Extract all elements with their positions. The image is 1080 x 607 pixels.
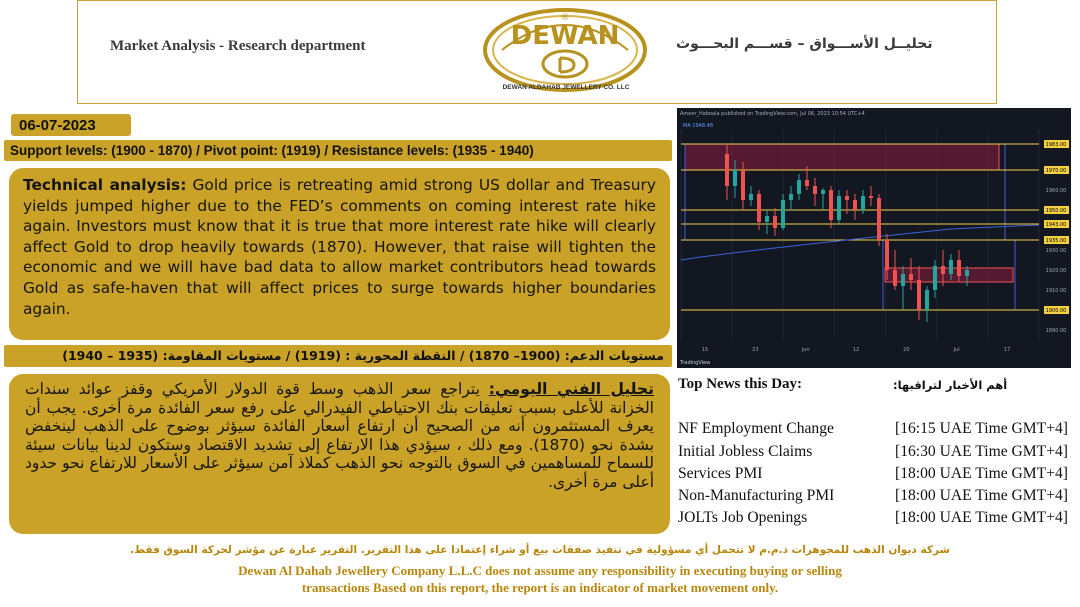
y-tick-label: 1910.00: [1045, 288, 1067, 294]
candle-body: [941, 266, 945, 274]
tradingview-brand: TradingView: [680, 360, 711, 366]
candle-body: [917, 280, 921, 310]
candle-body: [869, 196, 873, 198]
candle-body: [885, 240, 889, 270]
x-tick-label: 20: [903, 347, 910, 353]
candle-body: [909, 274, 913, 280]
news-title: Top News this Day:: [678, 376, 803, 392]
ta-text: Gold price is retreating amid strong US dollar and Treasury yields jumped higher due to the FED’s comments on coming interest rate hike again. Investors must know that it is true that more interest rate hike will clearly affect Gold to drop heavily towards (1870). However, that raise will tighten the economic and we will have bad data to allow market contributors head towards Gold as safe-haven that will affect prices to surge towards higher boundaries again.: [23, 176, 656, 318]
technical-analysis-ar: [9, 374, 670, 534]
news-event: Initial Jobless Claims: [678, 443, 813, 460]
y-tick-label: 1960.00: [1045, 188, 1067, 194]
disclaimer-ar: شركة ديوان الذهب للمجوهرات ذ.م.م لا تتحمل أي مسؤولية في تنفيذ صفقات بيع أو شراء إعتمادا على هذا التقرير. التقرير عبارة عن مؤشر لحركة السوق فقط.: [130, 544, 950, 556]
y-tick-label: 1935.00: [1045, 238, 1067, 244]
technical-analysis-en: [9, 168, 670, 340]
dewan-logo: [480, 6, 650, 94]
candle-body: [781, 200, 785, 228]
candle-body: [741, 170, 745, 200]
gold-price-chart: [677, 108, 1071, 368]
candle-body: [877, 198, 881, 240]
y-tick-label: 1943.00: [1045, 222, 1067, 228]
x-tick-label: 12: [852, 347, 860, 353]
candle-body: [773, 216, 777, 228]
news-time: [16:15 UAE Time GMT+4]: [895, 420, 1068, 437]
registered-mark: ®: [560, 13, 570, 23]
news-event: Services PMI: [678, 465, 763, 482]
candle-body: [957, 260, 961, 276]
candle-body: [821, 190, 825, 194]
x-tick-label: Jul: [953, 347, 960, 353]
candle-body: [725, 154, 729, 186]
candle-body: [797, 180, 801, 194]
price-zone: [685, 144, 999, 170]
candle-body: [933, 266, 937, 290]
disclaimer-en-line2: transactions Based on this report, the report is an indicator of market movement only.: [301, 580, 779, 595]
news-time: [18:00 UAE Time GMT+4]: [895, 487, 1068, 504]
news-title-ar: أهم الأخبار لتراقبها:: [893, 378, 1008, 392]
candle-body: [749, 194, 753, 200]
levels-ar: مستويات الدعم: (1900– 1870) / النقطة المحورية : (1919) / مستويات المقاومة: (1935 – 1940): [4, 345, 672, 367]
x-tick-label: 15: [701, 347, 709, 353]
candle-body: [845, 196, 849, 200]
y-tick-label: 1890.00: [1045, 328, 1067, 334]
chart-ma-label: MA 1948.48: [683, 123, 713, 129]
header-title-en: Market Analysis - Research department: [110, 38, 366, 54]
x-tick-label: 23: [752, 347, 759, 353]
candle-body: [861, 196, 865, 210]
chart-header: Ameer_Haboala published on TradingView.com, Jul 06, 2023 10:54 UTC+4: [680, 111, 865, 117]
ta-ar-text: يتراجع سعر الذهب وسط قوة الدولار الأمريكي وقفز عوائد سندات الخزانة للأعلى بسبب تعليقات بنك الاحتياطي الفيدرالي على رفع سعر الفائدة مرة أخرى. يجب أن يعرف المستثمرون أنه من الصحيح أن ارتفاع أسعار الفائدة سيؤثر بوضوح على الذهب لينخفض بشدة نحو (1870). ومع ذلك ، سيؤدي هذا الارتفاع إلى تشديد الاقتصاد وستكون لدينا بيانات سيئة للسماح للمساهمين في السوق بالتوجه نحو الذهب كملاذ آمن سيؤثر على الأسعار للارتفاع نحو حدود أعلى مرة أخرى.: [25, 380, 654, 491]
news-event: NF Employment Change: [678, 420, 834, 437]
news-time: [18:00 UAE Time GMT+4]: [895, 465, 1068, 482]
candle-body: [765, 216, 769, 222]
candle-body: [893, 270, 897, 286]
y-tick-label: 1930.00: [1045, 248, 1067, 254]
news-event: Non-Manufacturing PMI: [678, 487, 835, 504]
disclaimer-en-line1: Dewan Al Dahab Jewellery Company L.L.C does not assume any responsibility in executing buying or selling: [238, 563, 842, 578]
ta-ar-label: تحليل الفني اليومي:: [488, 380, 654, 398]
y-tick-label: 1983.00: [1045, 142, 1067, 148]
x-tick-label: 17: [1003, 347, 1011, 353]
candle-body: [813, 186, 817, 194]
y-tick-label: 1970.00: [1045, 168, 1067, 174]
candle-body: [837, 196, 841, 220]
logo-wordmark: DEWAN: [510, 21, 620, 51]
ta-label: Technical analysis:: [23, 176, 187, 194]
logo-subtitle: DEWAN ALDAHAB JEWELLERY CO. LLC: [502, 84, 630, 91]
candle-body: [925, 290, 929, 310]
candle-body: [965, 270, 969, 276]
candle-body: [829, 190, 833, 220]
header-title-ar: تحليــل الأســـواق – قســـم البحـــوث: [676, 36, 933, 52]
candle-body: [853, 200, 857, 210]
candle-body: [757, 194, 761, 222]
report-date: 06-07-2023: [11, 114, 131, 136]
news-time: [18:00 UAE Time GMT+4]: [895, 509, 1068, 526]
y-tick-label: 1950.00: [1045, 208, 1067, 214]
news-time: [16:30 UAE Time GMT+4]: [895, 443, 1068, 460]
candle-body: [901, 274, 905, 286]
candle-body: [733, 170, 737, 186]
candle-body: [805, 180, 809, 186]
candle-body: [789, 194, 793, 200]
x-tick-label: Jun: [801, 347, 810, 353]
y-tick-label: 1920.00: [1045, 268, 1067, 274]
news-event: JOLTs Job Openings: [678, 509, 808, 526]
y-tick-label: 1900.00: [1045, 308, 1067, 314]
levels-en: Support levels: (1900 - 1870) / Pivot point: (1919) / Resistance levels: (1935 - 1940): [4, 140, 672, 161]
candle-body: [949, 260, 953, 274]
